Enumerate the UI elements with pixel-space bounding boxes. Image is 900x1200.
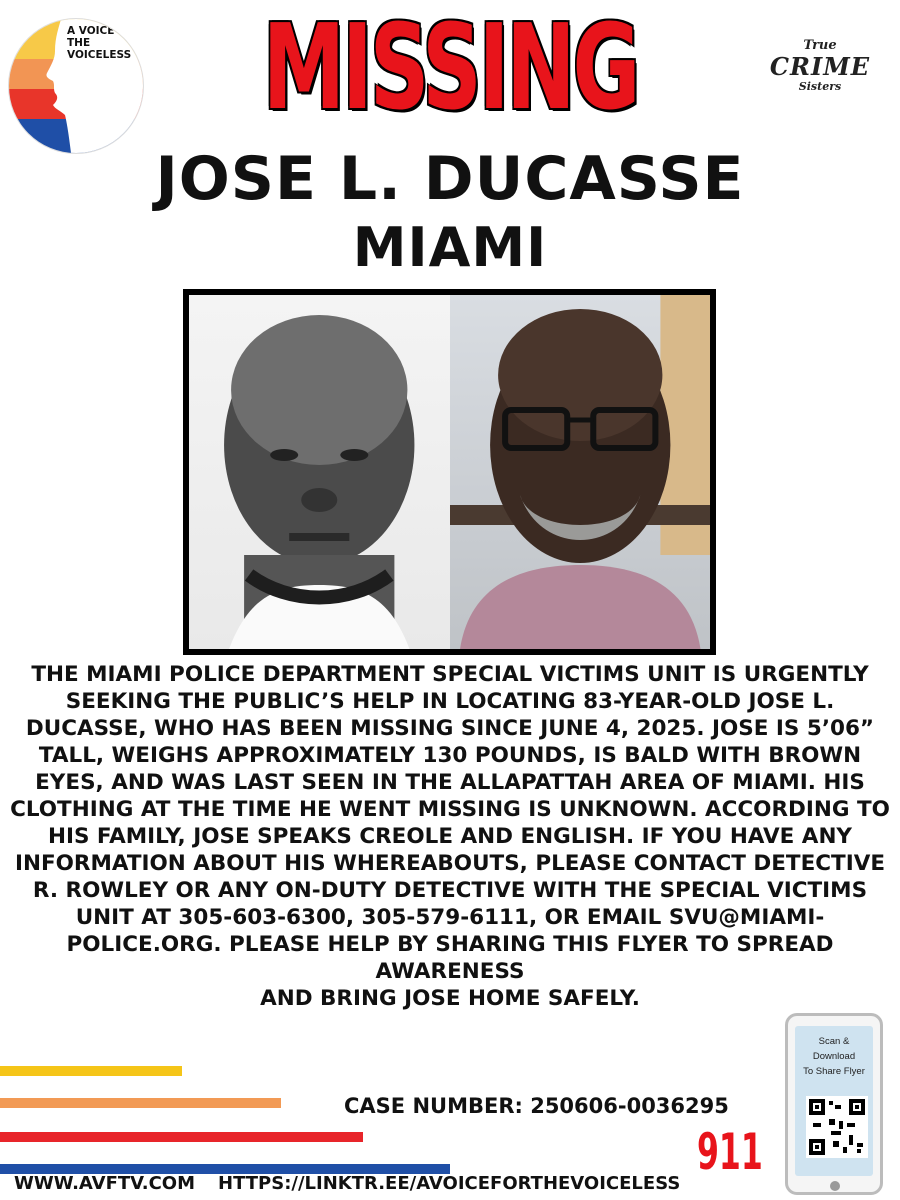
decor-bar-yellow bbox=[0, 1066, 182, 1076]
photo-frame bbox=[183, 289, 716, 655]
phone-home-button bbox=[830, 1181, 840, 1191]
brand-line-3: Sisters bbox=[798, 80, 842, 93]
qr-caption-line-2: Download bbox=[812, 1051, 856, 1062]
logo-text: A VOICE FOR THE VOICELESS bbox=[67, 25, 143, 61]
decor-bar-orange bbox=[0, 1098, 281, 1108]
person-photo-icon bbox=[450, 295, 711, 649]
missing-person-city: MIAMI bbox=[352, 216, 548, 279]
missing-person-name: JOSE L. DUCASSE bbox=[155, 144, 745, 214]
qr-caption-line-3: To Share Flyer bbox=[803, 1066, 865, 1077]
person-photo-icon bbox=[189, 295, 450, 649]
emergency-number: 911 bbox=[697, 1123, 763, 1181]
phone-screen bbox=[795, 1026, 873, 1176]
photo-id-grayscale bbox=[189, 295, 450, 649]
brand-line-2: CRIME bbox=[769, 52, 871, 81]
brand-line-1: True bbox=[803, 38, 837, 53]
decor-bar-red bbox=[0, 1132, 363, 1142]
qr-phone-card bbox=[785, 1013, 883, 1195]
qr-caption bbox=[795, 1034, 873, 1079]
footer-website: WWW.AVFTV.COM bbox=[14, 1173, 196, 1194]
true-crime-sisters-logo bbox=[760, 38, 880, 93]
description-closing: AND BRING JOSE HOME SAFELY. bbox=[260, 986, 640, 1011]
photo-recent-color bbox=[450, 295, 711, 649]
qr-code-icon[interactable] bbox=[806, 1096, 868, 1158]
missing-title: MISSING bbox=[262, 0, 638, 136]
case-number: CASE NUMBER: 250606-0036295 bbox=[344, 1094, 729, 1118]
description-text: THE MIAMI POLICE DEPARTMENT SPECIAL VICTIMS UNIT IS URGENTLY SEEKING THE PUBLIC’S HELP IN LOCATING 83-YEAR-OLD JOSE L. DUCASSE, WHO HAS BEEN MISSING SINCE JUNE 4, 2025. JOSE IS 5’06” TALL, WEIGHS APPROXIMATELY 130 POUNDS, IS BALD WITH BROWN EYES, AND WAS LAST SEEN IN THE ALLAPATTAH AREA OF MIAMI. HIS CLOTHING AT THE TIME HE WENT MISSING IS UNKNOWN. ACCORDING TO HIS FAMILY, JOSE SPEAKS CREOLE AND ENGLISH. IF YOU HAVE ANY INFORMATION ABOUT HIS WHEREABOUTS, PLEASE CONTACT DETECTIVE R. ROWLEY OR ANY ON-DUTY DETECTIVE WITH THE SPECIAL VICTIMS UNIT AT 305-603-6300, 305-579-6111, OR EMAIL SVU@MIAMI-POLICE.ORG. PLEASE HELP BY SHARING THIS FLYER TO SPREAD AWARENESS bbox=[10, 662, 890, 984]
case-description bbox=[0, 661, 900, 1012]
footer-link: HTTPS://LINKTR.EE/AVOICEFORTHEVOICELESS bbox=[218, 1173, 681, 1194]
qr-caption-line-1: Scan & bbox=[818, 1036, 850, 1047]
